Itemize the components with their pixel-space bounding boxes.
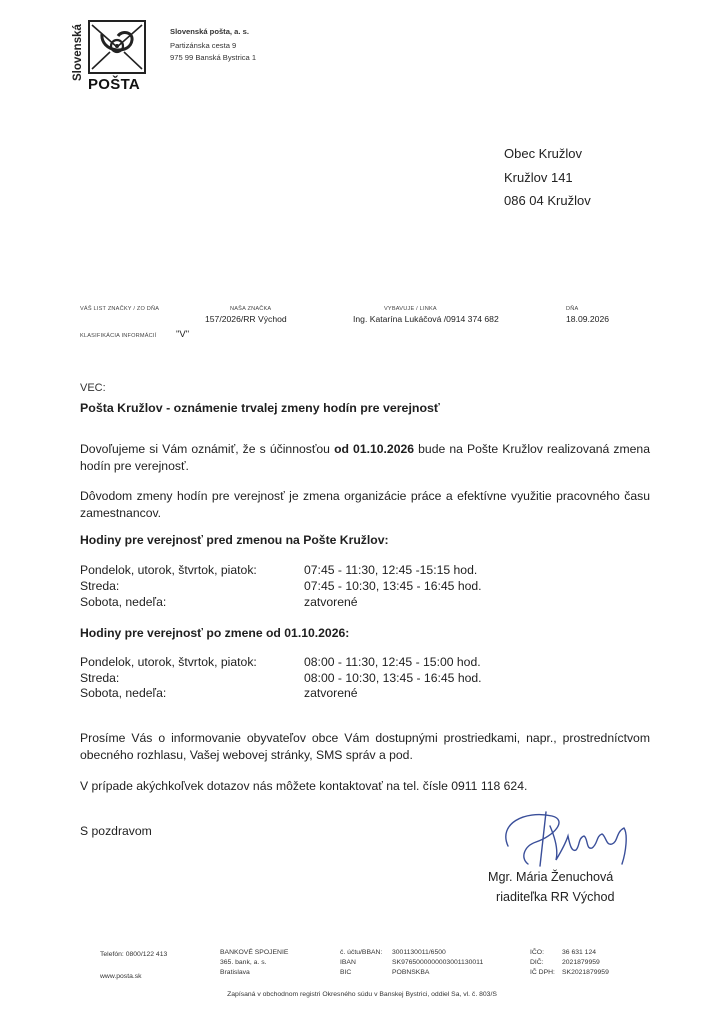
footer-ico-label: IČO: bbox=[530, 949, 544, 956]
hours-day: Sobota, nedeľa: bbox=[80, 686, 167, 700]
sender-company: Slovenská pošta, a. s. bbox=[170, 27, 249, 36]
hours-time: zatvorené bbox=[304, 595, 358, 609]
footer-phone: Telefón: 0800/122 413 bbox=[100, 951, 168, 958]
footer-icdph-value: SK2021879959 bbox=[562, 969, 609, 976]
logo-brand-vertical: Slovenská bbox=[72, 24, 84, 82]
subject-title: Pošta Kružlov - oznámenie trvalej zmeny hodín pre verejnosť bbox=[80, 401, 440, 415]
footer-account-value: 3001130011/6500 bbox=[392, 949, 446, 956]
footer-iban-value: SK9765000000003001130011 bbox=[392, 959, 484, 966]
paragraph-reason: Dôvodom zmeny hodín pre verejnosť je zmena organizácie práce a efektívne využitie pracovného času zamestnancov. bbox=[80, 489, 650, 520]
hours-day: Pondelok, utorok, štvrtok, piatok: bbox=[80, 563, 257, 577]
handled-by-label: VYBAVUJE / LINKA bbox=[384, 306, 437, 312]
logo-brand-word: POŠTA bbox=[88, 76, 141, 93]
posta-logo bbox=[70, 14, 152, 92]
hours-day: Sobota, nedeľa: bbox=[80, 595, 167, 609]
handled-by-value: Ing. Katarína Lukáčová /0914 374 682 bbox=[353, 314, 499, 324]
hours-day: Streda: bbox=[80, 579, 120, 593]
footer-icdph-label: IČ DPH: bbox=[530, 969, 555, 976]
hours-after-row bbox=[80, 655, 620, 671]
subject-label: VEC: bbox=[80, 382, 106, 394]
recipient-line-3: 086 04 Kružlov bbox=[504, 193, 591, 208]
footer-bic-value: POBNSKBA bbox=[392, 969, 430, 976]
closing-greeting: S pozdravom bbox=[80, 824, 152, 838]
recipient-line-2: Kružlov 141 bbox=[504, 170, 573, 185]
hours-day: Pondelok, utorok, štvrtok, piatok: bbox=[80, 655, 257, 669]
hours-day: Streda: bbox=[80, 671, 120, 685]
our-ref-label: NAŠA ZNAČKA bbox=[230, 306, 272, 312]
footer-account-label: č. účtu/BBAN: bbox=[340, 949, 383, 956]
post-horn-emblem bbox=[88, 20, 146, 74]
sender-street: Partizánska cesta 9 bbox=[170, 41, 237, 50]
classification-label: KLASIFIKÁCIA INFORMÁCIÍ bbox=[80, 333, 157, 339]
hours-time: 08:00 - 10:30, 13:45 - 16:45 hod. bbox=[304, 671, 482, 685]
classification-value: "V" bbox=[176, 329, 190, 340]
hours-before-heading: Hodiny pre verejnosť pred zmenou na Pošte Kružlov: bbox=[80, 533, 389, 547]
footer-bic-label: BIC bbox=[340, 969, 352, 976]
paragraph-intro-text-b: bude na Pošte Kružlov realizovaná zmena hodín pre verejnosť. bbox=[80, 442, 650, 473]
your-ref-label: VÁŠ LIST ZNAČKY / ZO DŇA bbox=[80, 306, 160, 312]
footer-dic-value: 2021879959 bbox=[562, 959, 600, 966]
hours-before-row bbox=[80, 563, 620, 579]
signer-title: riaditeľka RR Východ bbox=[496, 890, 615, 904]
footer-ico-value: 36 631 124 bbox=[562, 949, 597, 956]
paragraph-intro bbox=[80, 441, 650, 475]
date-value: 18.09.2026 bbox=[566, 314, 610, 324]
hours-time: 08:00 - 11:30, 12:45 - 15:00 hod. bbox=[304, 655, 481, 669]
date-label: DŇA bbox=[566, 306, 579, 312]
footer-bank-title: BANKOVÉ SPOJENIE bbox=[220, 949, 289, 956]
footer-registry: Zapísaná v obchodnom registri Okresného súdu v Banskej Bystrici, oddiel Sa, vl. č. 803/S bbox=[227, 991, 497, 998]
hours-time: zatvorené bbox=[304, 686, 358, 700]
paragraph-request: Prosíme Vás o informovanie obyvateľov obce Vám dostupnými prostriedkami, napr., prostredníctvom obecného rozhlasu, Vašej webovej stránky, SMS správ a pod. bbox=[80, 731, 650, 762]
our-ref-value: 157/2026/RR Východ bbox=[205, 314, 287, 324]
paragraph-intro-text-a: Dovoľujeme si Vám oznámiť, že s účinnosťou bbox=[80, 442, 335, 456]
hours-time: 07:45 - 10:30, 13:45 - 16:45 hod. bbox=[304, 579, 482, 593]
signer-name: Mgr. Mária Ženuchová bbox=[488, 870, 614, 884]
hours-before-row bbox=[80, 595, 620, 611]
footer-bank-city: Bratislava bbox=[220, 969, 250, 976]
hours-time: 07:45 - 11:30, 12:45 -15:15 hod. bbox=[304, 563, 478, 577]
recipient-line-1: Obec Kružlov bbox=[504, 146, 583, 161]
footer-dic-label: DIČ: bbox=[530, 959, 544, 966]
handwritten-signature bbox=[494, 806, 644, 872]
footer-web: www.posta.sk bbox=[100, 973, 142, 980]
effective-date: od 01.10.2026 bbox=[334, 442, 415, 456]
hours-after-heading: Hodiny pre verejnosť po zmene od 01.10.2026: bbox=[80, 626, 350, 640]
sender-city: 975 99 Banská Bystrica 1 bbox=[170, 53, 257, 62]
footer-iban-label: IBAN bbox=[340, 959, 356, 966]
hours-after-row bbox=[80, 671, 620, 687]
paragraph-contact: V prípade akýchkoľvek dotazov nás môžete kontaktovať na tel. čísle 0911 118 624. bbox=[80, 779, 528, 793]
hours-after-row bbox=[80, 686, 620, 702]
footer-bank-name: 365. bank, a. s. bbox=[220, 959, 267, 966]
hours-before-row bbox=[80, 579, 620, 595]
